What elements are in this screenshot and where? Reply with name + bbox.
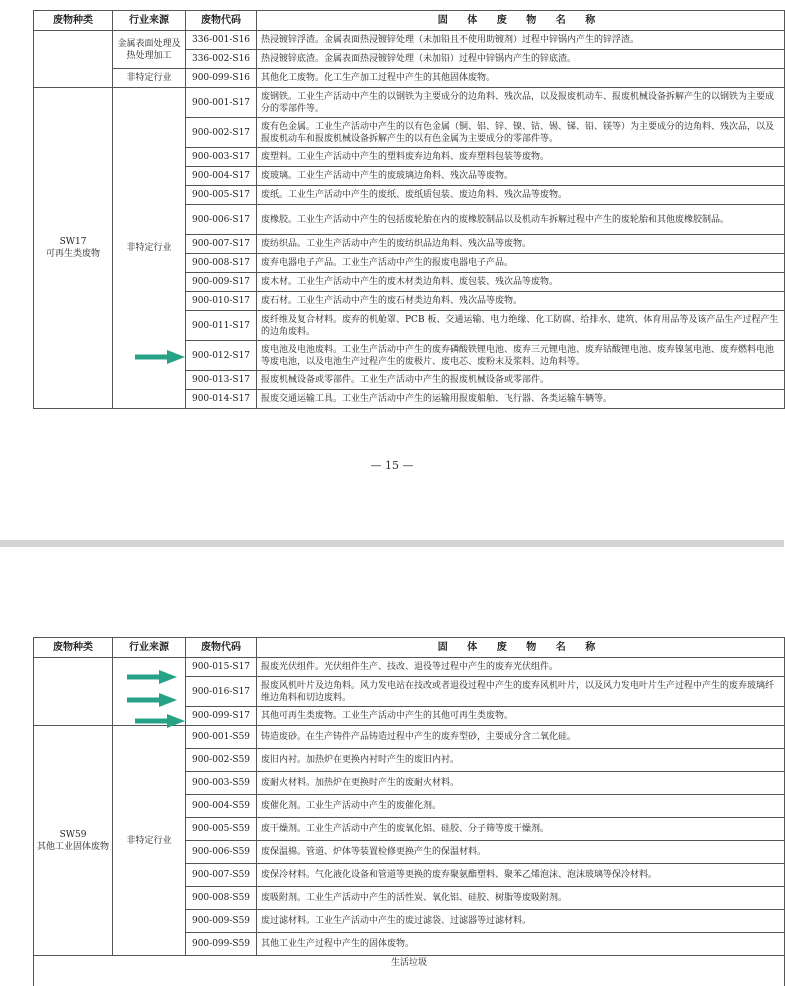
header-source: 行业来源 <box>113 638 186 658</box>
code-cell: 900-099-S17 <box>186 707 257 726</box>
code-cell: 900-006-S17 <box>186 205 257 235</box>
desc-cell: 废纸。工业生产活动中产生的废纸、废纸质包装、废边角料、残次品等废物。 <box>257 186 785 205</box>
code-cell: 900-007-S59 <box>186 864 257 887</box>
code-cell: 900-013-S17 <box>186 371 257 390</box>
desc-cell: 铸造废砂。在生产铸件产品铸造过程中产生的废弃型砂，主要成分含二氧化硅。 <box>257 726 785 749</box>
category-cell-empty <box>34 658 113 726</box>
code-cell: 900-004-S17 <box>186 167 257 186</box>
desc-cell: 废旧内衬。加热炉在更换内衬时产生的废旧内衬。 <box>257 749 785 772</box>
category-code: SW17 <box>59 237 87 247</box>
table-row <box>34 31 785 50</box>
desc-cell: 废耐火材料。加热炉在更换时产生的废耐火材料。 <box>257 772 785 795</box>
code-cell: 900-015-S17 <box>186 658 257 677</box>
header-source: 行业来源 <box>113 11 186 31</box>
code-cell: 900-004-S59 <box>186 795 257 818</box>
code-cell: 900-007-S17 <box>186 235 257 254</box>
source-cell: 非特定行业 <box>113 726 186 956</box>
code-cell: 900-003-S17 <box>186 148 257 167</box>
table-row <box>34 726 785 749</box>
desc-cell: 报废机械设备或零部件。工业生产活动中产生的报废机械设备或零部件。 <box>257 371 785 390</box>
code-cell: 900-005-S17 <box>186 186 257 205</box>
code-cell: 900-008-S59 <box>186 887 257 910</box>
code-cell: 900-005-S59 <box>186 818 257 841</box>
code-cell: 336-001-S16 <box>186 31 257 50</box>
category-name: 其他工业固体废物 <box>36 841 109 852</box>
desc-cell: 其他工业生产过程中产生的固体废物。 <box>257 933 785 956</box>
header-name: 固 体 废 物 名 称 <box>257 638 785 658</box>
desc-cell: 废保温棉。管道、炉体等装置检修更换产生的保温材料。 <box>257 841 785 864</box>
table-row <box>34 88 785 118</box>
desc-cell: 废干燥剂。工业生产活动中产生的废氧化铝、硅胶、分子筛等废干燥剂。 <box>257 818 785 841</box>
category-cell-sw17 <box>34 88 113 409</box>
desc-cell: 报废光伏组件。光伏组件生产、技改、退役等过程中产生的废弃光伏组件。 <box>257 658 785 677</box>
header-category: 废物种类 <box>34 11 113 31</box>
code-cell: 900-099-S16 <box>186 69 257 88</box>
desc-cell: 废木材。工业生产活动中产生的废木材类边角料、废包装、残次品等废物。 <box>257 273 785 292</box>
section-heading: 生活垃圾 <box>390 958 427 968</box>
desc-cell: 废有色金属。工业生产活动中产生的以有色金属（铜、铝、锌、镍、钴、锡、锑、铅、镁等）为主要成分的边角料、残次品，以及报废机动车和报废机械设备拆解产生的以有色金属为主要成分的零部件等。 <box>257 118 785 148</box>
header-code: 废物代码 <box>186 638 257 658</box>
desc-cell: 废玻璃。工业生产活动中产生的废玻璃边角料、残次品等废物。 <box>257 167 785 186</box>
source-cell: 金属表面处理及热处理加工 <box>113 31 186 69</box>
category-cell-sw59 <box>34 726 113 956</box>
page-number: — 15 — <box>370 459 414 472</box>
code-cell: 900-099-S59 <box>186 933 257 956</box>
desc-cell: 废弃电器电子产品。工业生产活动中产生的报废电器电子产品。 <box>257 254 785 273</box>
page-divider <box>0 540 784 547</box>
desc-cell: 废塑料。工业生产活动中产生的塑料废弃边角料、废弃塑料包装等废物。 <box>257 148 785 167</box>
code-cell: 900-008-S17 <box>186 254 257 273</box>
waste-table-page-16 <box>33 637 785 986</box>
desc-cell: 废石材。工业生产活动中产生的废石材类边角料、残次品等废物。 <box>257 292 785 311</box>
category-code: SW59 <box>59 829 87 840</box>
code-cell: 900-003-S59 <box>186 772 257 795</box>
arrow-right-icon <box>127 670 177 684</box>
table-header-row <box>34 638 785 658</box>
arrow-right-icon <box>135 350 185 364</box>
arrow-right-icon <box>135 714 185 728</box>
code-cell: 900-002-S17 <box>186 118 257 148</box>
desc-cell: 其他可再生类废物。工业生产活动中产生的其他可再生类废物。 <box>257 707 785 726</box>
header-category: 废物种类 <box>34 638 113 658</box>
category-name: 可再生类废物 <box>45 249 100 259</box>
desc-cell: 废保冷材料。气化液化设备和管道等更换的废弃聚氨酯塑料、聚苯乙烯泡沫、泡沫玻璃等保冷材料。 <box>257 864 785 887</box>
desc-cell: 废过滤材料。工业生产活动中产生的废过滤袋、过滤器等过滤材料。 <box>257 910 785 933</box>
desc-cell: 废纤维及复合材料。废弃的机舱罩、PCB 板、交通运输、电力绝缘、化工防腐、给排水、建筑、体育用品等及该产品生产过程产生的边角废料。 <box>257 311 785 341</box>
header-code: 废物代码 <box>186 11 257 31</box>
table-header-row <box>34 11 785 31</box>
desc-cell: 废纺织品。工业生产活动中产生的废纺织品边角料、残次品等废物。 <box>257 235 785 254</box>
desc-cell: 报废交通运输工具。工业生产活动中产生的运输用报废船舶、飞行器、各类运输车辆等。 <box>257 390 785 409</box>
code-cell: 900-012-S17 <box>186 341 257 371</box>
section-heading-cell <box>34 956 785 986</box>
desc-cell: 其他化工废物。化工生产加工过程中产生的其他固体废物。 <box>257 69 785 88</box>
desc-cell: 报废风机叶片及边角料。风力发电站在技改或者退役过程中产生的废弃风机叶片，以及风力发电叶片生产过程中产生的废弃玻璃纤维边角料和切边废料。 <box>257 677 785 707</box>
code-cell: 900-006-S59 <box>186 841 257 864</box>
code-cell: 336-002-S16 <box>186 50 257 69</box>
desc-cell: 热浸镀锌底渣。金属表面热浸镀锌处理（未加铅）过程中锌锅内产生的锌底渣。 <box>257 50 785 69</box>
code-cell: 900-016-S17 <box>186 677 257 707</box>
code-cell: 900-010-S17 <box>186 292 257 311</box>
desc-cell: 废电池及电池废料。工业生产活动中产生的废弃磷酸铁锂电池、废弃三元锂电池、废弃钴酸锂电池、废弃镍氢电池、废弃燃料电池等废电池，以及电池生产过程产生的废极片、废电芯、废粉末及浆料、边角料等。 <box>257 341 785 371</box>
table-row <box>34 69 785 88</box>
code-cell: 900-014-S17 <box>186 390 257 409</box>
desc-cell: 热浸镀锌浮渣。金属表面热浸镀锌处理（未加铅且不使用助镀剂）过程中锌锅内产生的锌浮渣。 <box>257 31 785 50</box>
table-row-cutoff <box>34 956 785 986</box>
document-page-16 <box>0 547 784 968</box>
header-name: 固 体 废 物 名 称 <box>257 11 785 31</box>
code-cell: 900-009-S17 <box>186 273 257 292</box>
code-cell: 900-011-S17 <box>186 311 257 341</box>
arrow-right-icon <box>127 693 177 707</box>
category-cell-empty <box>34 31 113 88</box>
source-cell: 非特定行业 <box>113 88 186 409</box>
code-cell: 900-001-S17 <box>186 88 257 118</box>
source-cell: 非特定行业 <box>113 69 186 88</box>
code-cell: 900-009-S59 <box>186 910 257 933</box>
desc-cell: 废催化剂。工业生产活动中产生的废催化剂。 <box>257 795 785 818</box>
desc-cell: 废橡胶。工业生产活动中产生的包括废轮胎在内的废橡胶制品以及机动车拆解过程中产生的废轮胎和其他废橡胶制品。 <box>257 205 785 235</box>
desc-cell: 废吸附剂。工业生产活动中产生的活性炭、氧化铝、硅胶、树脂等废吸附剂。 <box>257 887 785 910</box>
code-cell: 900-002-S59 <box>186 749 257 772</box>
code-cell: 900-001-S59 <box>186 726 257 749</box>
desc-cell: 废钢铁。工业生产活动中产生的以钢铁为主要成分的边角料、残次品，以及报废机动车、报废机械设备拆解产生的以钢铁为主要成分的零部件等。 <box>257 88 785 118</box>
